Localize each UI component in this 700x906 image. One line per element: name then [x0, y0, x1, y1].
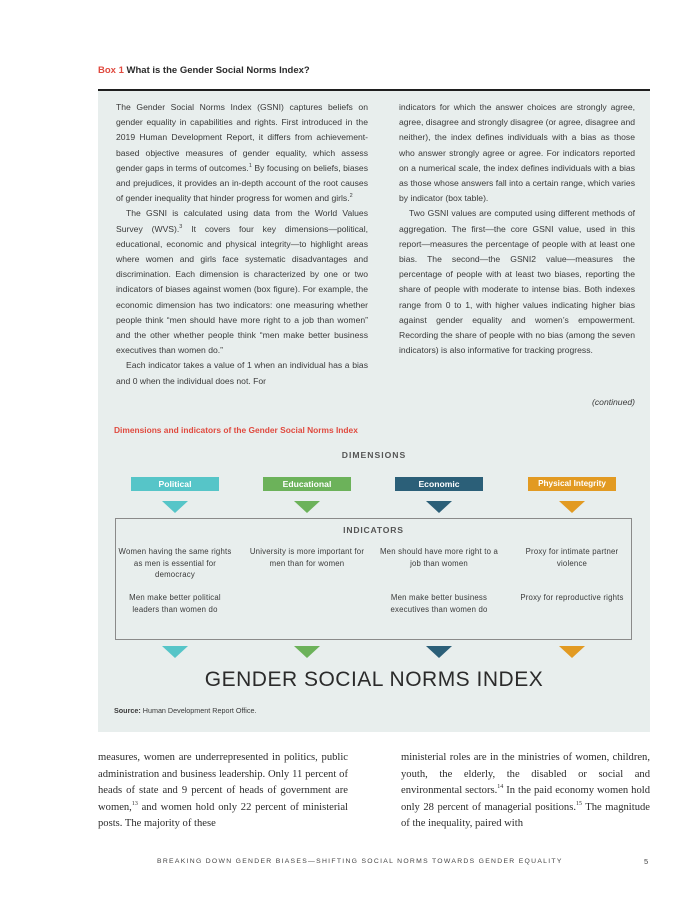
indicator-text: Men make better business executives than women do — [390, 593, 488, 614]
figure-title: Dimensions and indicators of the Gender Social Norms Index — [114, 425, 358, 435]
box-title: What is the Gender Social Norms Index? — [126, 65, 310, 76]
indicator-text: University is more important for men than for women — [249, 547, 365, 568]
dimension-tag-political: Political — [131, 477, 219, 491]
footnote-ref: 14 — [497, 784, 504, 790]
body-right-column — [401, 750, 650, 833]
paragraph-text: measures, women are underrepresented in politics, public administration and business leadership. Only 11 percent of heads of state and 9 percent of heads of government are women, — [98, 752, 348, 813]
paragraph: indicators for which the answer choices are strongly agree, agree, disagree and strongly disagree (or agree, disagree and neither), the index defines individuals with a bias as those who answer strongly agree or agree. For indicators reported on a numerical scale, the index defines individuals with a bias as those whose answers fall into a certain range, which varies by indicator (box table). — [399, 102, 636, 204]
indicator-text: Men should have more right to a job than women — [379, 547, 499, 568]
paragraph — [116, 206, 368, 358]
paragraph-text: The magnitude of the inequality, paired with — [401, 801, 650, 829]
output-arrow-icon-political — [162, 646, 188, 658]
continued-label: (continued) — [592, 397, 635, 407]
footnote-ref: 1 — [248, 162, 252, 169]
output-arrow-icon-physical-integrity — [559, 646, 585, 658]
paragraph — [116, 100, 368, 206]
source-label: Source: — [114, 706, 141, 715]
indicators-label: INDICATORS — [343, 525, 404, 535]
dimensions-label: DIMENSIONS — [341, 450, 407, 460]
paragraph-text: and women hold only 22 percent of ministerial posts. The majority of these — [98, 801, 348, 829]
box-right-column — [399, 100, 635, 358]
paragraph-text: The GSNI is calculated using data from the World Values Survey (WVS). — [116, 208, 368, 234]
indicator-text: Men make better political leaders than women do — [129, 593, 221, 614]
body-left-column — [98, 750, 348, 833]
footnote-ref: 2 — [349, 193, 353, 200]
running-footer: BREAKING DOWN GENDER BIASES—SHIFTING SOCIAL NORMS TOWARDS GENDER EQUALITY — [157, 858, 563, 865]
dimension-tag-educational: Educational — [263, 477, 351, 491]
indicator-text: Women having the same rights as men is essential for democracy — [118, 547, 232, 579]
box-number: Box 1 — [98, 65, 124, 76]
paragraph-text: It covers four key dimensions—political, educational, economic and physical integrity—to highlight areas where women and girls face systematic disadvantages and discrimination. Each dimension is characterized by one or two indicators of biases against women (box figure). For example, the economic dimension has two indicators: one measuring whether people think “men should have more right to a job than women” and the other whether people think “men make better business executives than women do.” — [116, 223, 368, 356]
down-arrow-icon-political — [162, 501, 188, 513]
footnote-ref: 3 — [179, 223, 183, 230]
footnote-ref: 15 — [575, 800, 582, 807]
paragraph-text: The Gender Social Norms Index (GSNI) captures beliefs on gender equality in capabilities and rights. First introduced in the 2019 Human Development Report, it differs from achievement-based objective measures of gender equality, which assess gender gaps in terms of outcomes. — [116, 102, 368, 173]
down-arrow-icon-physical-integrity — [559, 501, 585, 513]
source-text: Human Development Report Office. — [140, 706, 257, 715]
output-arrow-icon-educational — [294, 646, 320, 658]
index-title: GENDER SOCIAL NORMS INDEX — [204, 668, 544, 691]
box-heading — [98, 65, 310, 76]
box-left-column — [116, 100, 368, 389]
paragraph-text: By focusing on beliefs, biases and prejudices, it provides an in-depth account of the root causes of gender inequality that hinder progress for women and girls. — [116, 162, 368, 204]
paragraph: Two GSNI values are computed using different methods of aggregation. The first—the core GSNI value, used in this report—measures the percentage of people with at least one bias. The second—the GSNI2 value—measures the percentage of people with at least two biases, reporting the share of people with moderate to intense bias. Both indexes range from 0 to 1, with higher values indicating higher bias against gender equality and women’s empowerment. Recording the share of people with no bias (among the seven indicators) is also informative for tracking progress. — [399, 208, 635, 356]
page-number: 5 — [644, 857, 649, 866]
dimension-tag-physical-integrity: Physical Integrity — [528, 477, 616, 491]
figure-source — [114, 706, 257, 715]
paragraph-text: In the paid economy women hold only 28 percent of managerial positions. — [401, 785, 651, 813]
indicator-text: Proxy for reproductive rights — [520, 593, 624, 602]
down-arrow-icon-economic — [426, 501, 452, 513]
paragraph-text: Each indicator takes a value of 1 when an individual has a bias and 0 when the individual does not. For — [116, 360, 368, 386]
dimension-tag-economic: Economic — [395, 477, 483, 491]
indicator-text: Proxy for intimate partner violence — [525, 547, 619, 568]
output-arrow-icon-economic — [426, 646, 452, 658]
paragraph-text: ministerial roles are in the ministries of women, children, youth, the elderly, the disabled or social and environmental sectors. — [401, 752, 650, 796]
down-arrow-icon-educational — [294, 501, 320, 513]
footnote-ref: 13 — [131, 800, 138, 807]
paragraph — [116, 358, 368, 388]
